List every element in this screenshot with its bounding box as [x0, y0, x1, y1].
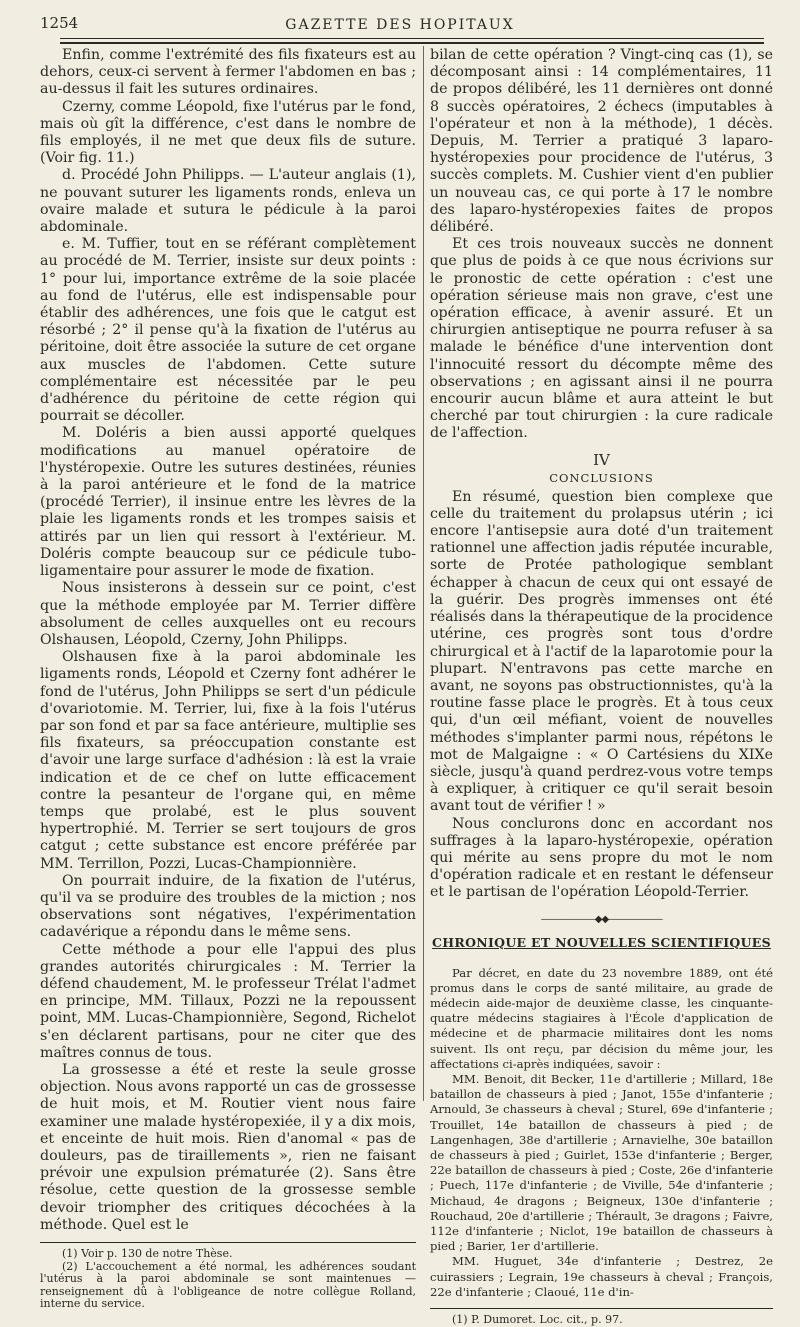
right-footnotes — [430, 1314, 773, 1327]
left-column — [40, 47, 416, 1311]
left-paragraph: Olshausen fixe à la paroi abdominale les ligaments ronds, Léopold et Czerny font adhérer le fond de l'utérus, John Philipps se sert d'un pédicule d'ovariotomie. M. Terrier, lui, fixe à la fois l'utérus par son fond et par sa face antérieure, multiplie ses fils fixateurs, sa préoccupation constante est d'avoir une large surface d'adhésion : là est la vraie indication et de ce chef on lutte efficacement contre la pesanteur de l'organe qui, en même temps que prolabé, est le plus souvent hypertrophié. M. Terrier se sert toujours de gros catgut ; cette substance est encore préférée par MM. Terrillon, Pozzi, Lucas-Championnière. — [40, 649, 416, 872]
footnote: (1) P. Dumoret. Loc. cit., p. 97. — [452, 1313, 623, 1327]
chronicle-paragraph: Par décret, en date du 23 novembre 1889, ont été promus dans le corps de santé militaire, au grade de médecin aide-major de deuxième classe, les cinquante-quatre médecins stagiaires à l'École d'application de médecine et de pharmacie militaires dont les noms suivent. Ils ont reçu, par décision du même jour, les affectations ci-après indiquées, savoir : — [430, 965, 773, 1071]
header-rule — [60, 38, 764, 39]
header-rule-thick — [60, 42, 764, 44]
footnote-rule — [430, 1308, 773, 1309]
left-paragraph: Enfin, comme l'extrémité des fils fixateurs est au dehors, ceux-ci servent à fermer l'abdomen en bas ; au-dessus il fait les sutures ordinaires. — [40, 47, 416, 98]
ornamental-divider: ——————◆◆—————— — [540, 913, 663, 925]
column-divider — [423, 46, 424, 1101]
section-title: CONCLUSIONS — [549, 470, 654, 485]
right-paragraph: Et ces trois nouveaux succès ne donnent que plus de poids à ce que nous écrivions sur le pronostic de cette opération : c'est une opération sérieuse mais non grave, c'est une opération efficace, à avenir assuré. Et un chirurgien antiseptique ne pourra refuser à sa malade le bénéfice d'une intervention dont l'innocuité ressort du décompte même des observations ; en agissant ainsi il ne pourra encourir aucun blâme et aura atteint le but cherché par tout chirurgien : la cure radicale de l'affection. — [430, 236, 773, 442]
chronicle-title: CHRONIQUE ET NOUVELLES SCIENTIFIQUES — [432, 934, 771, 950]
left-paragraph: La grossesse a été et reste la seule grosse objection. Nous avons rapporté un cas de grossesse de huit mois, et M. Routier vient nous faire examiner une malade hystéropexiée, il y a dix mois, et enceinte de huit mois. Rien d'anomal « pas de douleurs, pas de tiraillements », rien ne faisant prévoir une expulsion prématurée (2). Sans être résolue, cette question de la grossesse semble devoir triompher des critiques décochées à la méthode. Quel est le — [40, 1061, 416, 1233]
right-column — [430, 47, 773, 1327]
left-paragraph: M. Doléris a bien aussi apporté quelques modifications au manuel opératoire de l'hystéropexie. Outre les sutures destinées, réunies à la paroi antérieure et le fond de la matrice (procédé Terrier), il insinue entre les lèvres de la plaie les ligaments ronds et les trompes saisis et attirés par un lien qui ressort à l'extérieur. M. Doléris compte beaucoup sur ce pédicule tubo-ligamentaire pour assurer le mode de fixation. — [40, 425, 416, 580]
footnote: (1) Voir p. 130 de notre Thèse. — [62, 1247, 233, 1261]
footnote-rule — [40, 1242, 416, 1243]
left-paragraph: Cette méthode a pour elle l'appui des plus grandes autorités chirurgicales : M. Terrier la défend chaudement, M. le professeur Trélat l'admet en principe, MM. Tillaux, Pozzi ne la repoussent point, MM. Lucas-Championnière, Segond, Richelot s'en déclarent partisans, pour ne citer que des maîtres connus de tous. — [40, 941, 416, 1061]
page-number: 1254 — [40, 14, 79, 32]
chronicle-paragraph: MM. Huguet, 34e d'infanterie ; Destrez, 2e cuirassiers ; Legrain, 19e chasseurs à cheval ; François, 22e d'infanterie ; Claoué, 11e d'in- — [430, 1254, 773, 1299]
conclusion-paragraph: En résumé, question bien complexe que celle du traitement du prolapsus utérin ; ici encore l'antisepsie aura doté d'un traitement rationnel une affection jadis réputée incurable, sorte de Protée pathologique semblant échapper à chacun de ceux qui ont essayé de la guérir. Des progrès immenses ont été réalisés dans la thérapeutique de la procidence utérine, ces progrès sont tous d'ordre chirurgical et à l'actif de la laparotomie pour la plupart. N'entravons pas cette marche en avant, ne soyons pas obstructionnistes, qu'à la routine fasse place le progrès. Et à tous ceux qui, d'un œil méfiant, voient de nouvelles méthodes s'implanter parmi nous, répétons le mot de Malgaigne : « O Cartésiens du XIXe siècle, jusqu'à quand perdrez-vous votre temps à expliquer, à critiquer ce qu'il serait besoin avant tout de vérifier ! » — [430, 488, 773, 815]
left-paragraph: On pourrait induire, de la fixation de l'utérus, qu'il va se produire des troubles de la miction ; nos observations sont négatives, l'expérimentation cadavérique a répondu dans le même sens. — [40, 872, 416, 941]
left-paragraph: Nous insisterons à dessein sur ce point, c'est que la méthode employée par M. Terrier diffère absolument de celles auxquelles ont eu recours Olshausen, Léopold, Czerny, John Philipps. — [40, 580, 416, 648]
chronicle-paragraph: MM. Benoit, dit Becker, 11e d'artillerie ; Millard, 18e bataillon de chasseurs à pied ; Janot, 155e d'infanterie ; Arnould, 3e chasseurs à cheval ; Sturel, 69e d'infanterie ; Trouillet, 14e bataillon de chasseurs à pied ; de Langenhagen, 38e d'artillerie ; Arnavielhe, 30e bataillon de chasseurs à pied ; Guirlet, 153e d'infanterie ; Berger, 22e bataillon de chasseurs à pied ; Coste, 26e d'infanterie ; Puech, 117e d'infanterie ; de Viville, 54e d'infanterie ; Michaud, 4e dragons ; Beigneux, 130e d'infanterie ; Rouchaud, 20e d'artillerie ; Thérault, 3e dragons ; Faivre, 112e d'infanterie ; Niclot, 19e bataillon de chasseurs à pied ; Barier, 1er d'artillerie. — [430, 1071, 773, 1254]
left-footnotes — [40, 1248, 416, 1311]
left-paragraph: d. Procédé John Philipps. — L'auteur anglais (1), ne pouvant suturer les ligaments ronds, enleva un ovaire malade et sutura le pédicule à la paroi abdominale. — [40, 167, 416, 236]
left-paragraph: Czerny, comme Léopold, fixe l'utérus par le fond, mais où gît la différence, c'est dans le nombre de fils employés, il ne met que deux fils de suture. (Voir fig. 11.) — [40, 98, 416, 167]
footnote: (2) L'accouchement a été normal, les adhérences soudant l'utérus à la paroi abdominale se sont maintenues — renseignement dû à l'obligeance de notre collègue Rolland, interne du service. — [40, 1259, 416, 1311]
running-head-title: GAZETTE DES HOPITAUX — [285, 17, 515, 33]
conclusion-paragraph: Nous conclurons donc en accordant nos suffrages à la laparo-hystéropexie, opération qui mérite au sens propre du mot le nom d'opération radicale et en restant le défenseur et le partisan de l'opération Léopold-Terrier. — [430, 815, 773, 901]
right-paragraph: bilan de cette opération ? Vingt-cinq cas (1), se décomposant ainsi : 14 complémentaires, 11 de propos délibéré, les 11 dernières ont donné 8 succès opératoires, 2 échecs (imputables à l'opérateur et non à la méthode), 1 décès. Depuis, M. Terrier a pratiqué 3 laparo-hystéropexies pour procidence de l'utérus, 3 succès complets. M. Cushier vient d'en publier un nouveau cas, ce qui porte à 17 le nombre des laparo-hystéropexies faites de propos délibéré. — [430, 47, 773, 236]
section-number: IV — [593, 450, 610, 469]
left-paragraph: e. M. Tuffier, tout en se référant complètement au procédé de M. Terrier, insiste sur deux points : 1° pour lui, importance extrême de la soie placée au fond de l'utérus, elle est indispensable pour établir des adhérences, une fois que le catgut est résorbé ; 2° il pense qu'à la fixation de l'utérus au péritoine, doit être associée la suture de cet organe aux muscles de l'abdomen. Cette suture complémentaire est nécessitée par le peu d'adhérence du péritoine de cette région qui pourrait se décoller. — [40, 236, 416, 425]
